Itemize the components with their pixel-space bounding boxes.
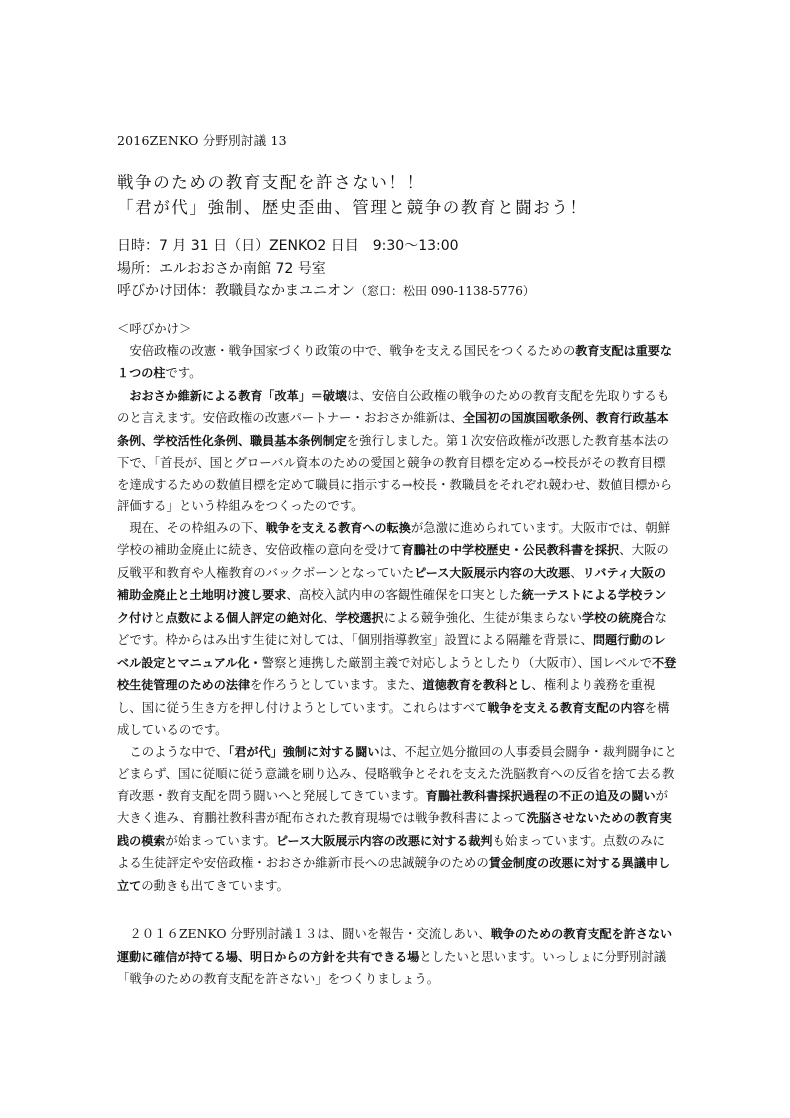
paragraph-text: 、権利より義務を重視し、国に従う生き方を押し付けようとしています。これらはすべて	[117, 677, 656, 715]
document-title	[117, 170, 588, 220]
emphasis-text: 育鵬社教科書採択過程の不正の追及の闘い	[425, 788, 656, 803]
paragraph-text: 安倍政権の改憲・戦争国家づくり政策の中で、戦争を支える国民をつくるための	[129, 342, 576, 358]
paragraph-text: 警察と連携した厳罰主義で対応しようとしたり（大阪市）、国レベルで	[261, 654, 652, 670]
emphasis-text: 統一テストによる学校ランク付け	[117, 588, 667, 625]
paragraph-text: です。	[165, 365, 202, 380]
emphasis-text: 問題行動のレベル設定とマニュアル化・	[117, 633, 666, 670]
paragraph-5	[117, 923, 677, 990]
emphasis-text: 学校選択	[335, 610, 384, 625]
paragraph-text: を構成しているのです。	[117, 699, 670, 737]
organizer-contact: （窓口：松田 090-1138-5776）	[355, 284, 535, 298]
event-code: 2016ZENKO 分野別討議 13	[117, 133, 287, 148]
event-place: 場所：エルおおさか南館 72 号室	[117, 260, 326, 277]
paragraph-text: ２０１６ZENKO 分野別討議１３は、闘いを報告・交流しあい、	[129, 926, 491, 941]
emphasis-text: 点数による個人評定の絶対化	[165, 610, 323, 625]
emphasis-text: 戦争を支える教育支配の内容	[487, 700, 645, 715]
paragraph-text: 、高校入試内申の客観性確保を口実とした	[286, 587, 522, 602]
emphasis-text: 育鵬社の中学校歴史・公民教科書を採択	[401, 543, 620, 557]
emphasis-text: 賃金制度の改悪に対する異議申し立て	[117, 856, 671, 893]
emphasis-text: ピース大阪展示内容の改悪に対する裁判	[275, 833, 493, 848]
emphasis-text: 教育支配は重要な１つの柱	[117, 343, 672, 380]
paragraph-text: も始まっています。点数のみによる生徒評定や安倍政権・おおさか維新市長への忠誠競争のための	[117, 832, 666, 870]
emphasis-text: 戦争を支える教育への転換	[265, 520, 411, 535]
emphasis-text: 洗脳させないための教育実践の模索	[117, 811, 672, 848]
event-organizer	[117, 280, 535, 303]
emphasis-text: 「君が代」強制に対する闘い	[228, 744, 380, 759]
paragraph-text: を作ろうとしています。また、	[250, 677, 423, 692]
emphasis-text: 全国初の国旗国歌条例、教育行政基本条例、学校活性化条例、職員基本条例制定	[117, 411, 669, 448]
paragraph-1	[117, 340, 677, 385]
paragraph-2	[117, 385, 677, 517]
emphasis-text: 戦争のための教育支配を許さない運動に確信が持てる場、明日からの方針を共有できる場	[117, 927, 673, 964]
section-heading: ＜呼びかけ＞	[117, 321, 192, 336]
paragraph-text: を強行しました。第１次安倍政権が改悪した教育基本法の下で、「首長が、国とグローバル資本のための愛国と競争の教育目標を定める→校長がその教育目標を達成するための数値目標を定めて職員に指示する→校長・教職員をそれぞれ競わせ、数値目標から評価する」という枠組みをつくったのです。	[117, 432, 673, 513]
paragraph-text: 、大阪の反戦平和教育や人権教育のバックボーンとなっていた	[117, 542, 669, 580]
paragraph-text: による競争強化、生徒が集まらない	[383, 609, 582, 625]
organizer-name: 呼びかけ団体：教職員なかまユニオン	[117, 283, 355, 299]
paragraph-text: 現在、その枠組みの下、	[129, 519, 266, 535]
emphasis-text: 不登校生徒管理のための法律	[117, 655, 677, 692]
emphasis-text: 道徳教育を教科とし	[422, 678, 532, 692]
paragraph-text: 、	[322, 609, 336, 625]
emphasis-text: 学校の統廃合	[581, 610, 655, 625]
paragraph-4	[117, 741, 677, 898]
body-text	[117, 318, 677, 990]
paragraph-text: 、	[570, 564, 583, 580]
event-info	[117, 235, 535, 303]
paragraph-text: が大きく進み、育鵬社教科書が配布された教育現場では戦争教科書によって	[117, 787, 668, 825]
emphasis-text: リバティ大阪の補助金廃止と土地明け渡し要求	[117, 565, 666, 602]
event-datetime: 日時：7 月 31 日（日）ZENKO2 日目 9:30～13:00	[117, 238, 459, 254]
paragraph-3	[117, 517, 677, 741]
paragraph-text: の動きも出てきています。	[141, 877, 289, 893]
title-line-2: 「君が代」強制、歴史歪曲、管理と競争の教育と闘おう！	[117, 198, 588, 217]
title-line-1: 戦争のための教育支配を許さない！！	[117, 173, 425, 192]
paragraph-text: が急激に進められています。大阪市では、朝鮮学校の補助金廃止に続き、安倍政権の意向を受けて	[117, 519, 671, 557]
paragraph-text: は、不起立処分撤回の人事委員会闘争・裁判闘争にとどまらず、国に従順に従う意識を刷り込み、侵略戦争とそれを支えた洗脳教育への反省を捨て去る教育改悪・教育支配を問う闘いへと発展してきています。	[117, 743, 677, 803]
paragraph-text: が始まっています。	[165, 832, 276, 848]
emphasis-text: ピース大阪展示内容の大改悪	[414, 565, 571, 580]
paragraph-text: このような中で、	[129, 743, 229, 759]
paragraph-text: としたいと思います。いっしょに分野別討議「戦争のための教育支配を許さない」をつくりましょう。	[117, 948, 667, 986]
paragraph-text: と	[153, 609, 166, 625]
paragraph-text: は、安倍自公政権の戦争のための教育支配を先取りするものと言えます。安倍政権の改憲パートナー・おおさか維新は、	[117, 387, 670, 425]
emphasis-text: おおさか維新による教育「改革」＝破壊	[129, 388, 348, 403]
paragraph-text: などです。枠からはみ出す生徒に対しては、「個別指導教室」設置による隔離を背景に、	[117, 609, 667, 647]
